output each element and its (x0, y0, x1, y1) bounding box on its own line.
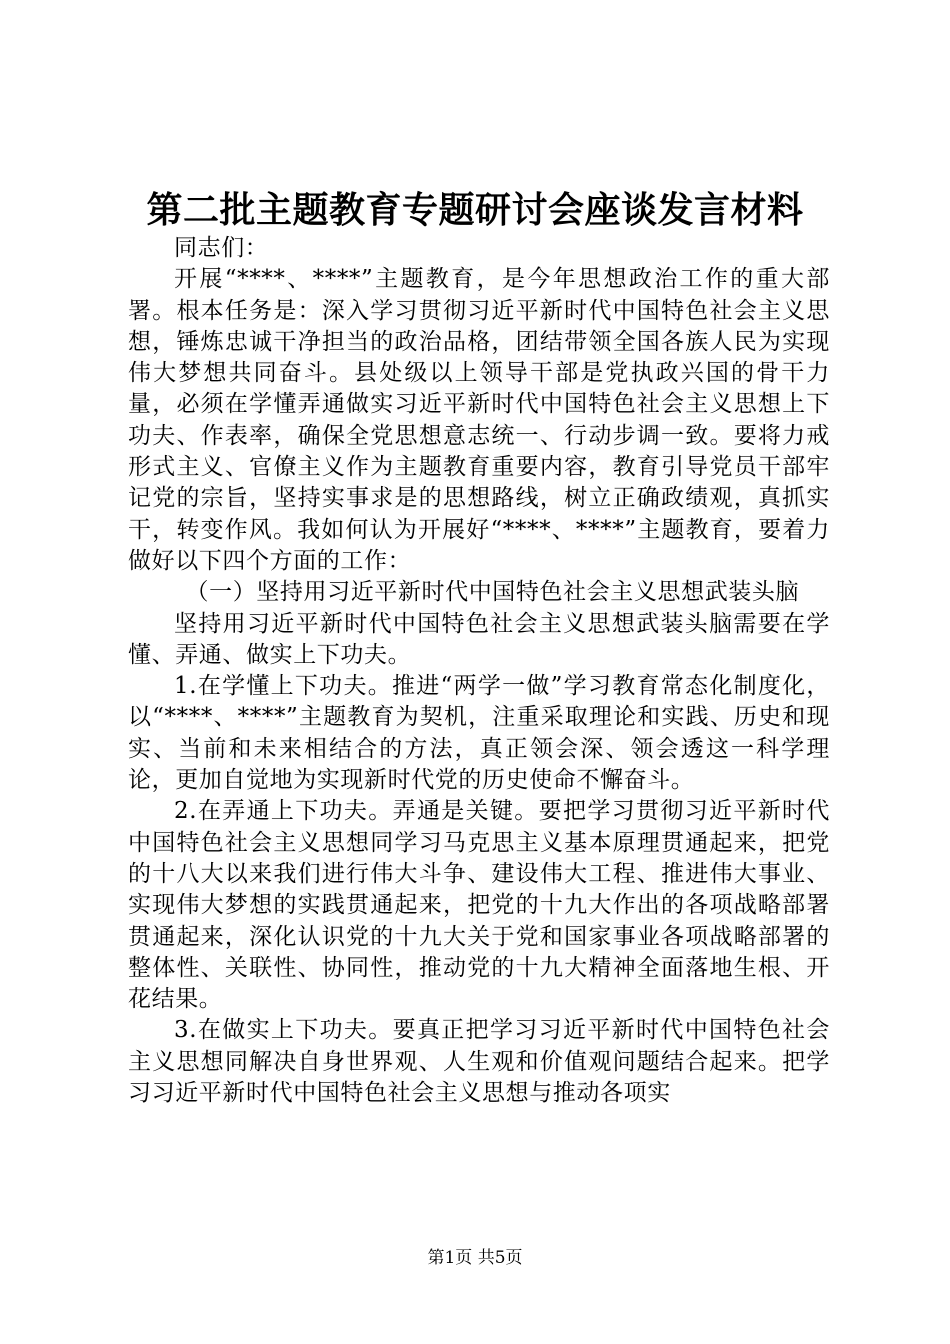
point-2-paragraph: 2.在弄通上下功夫。弄通是关键。要把学习贯彻习近平新时代中国特色社会主义思想同学习马克思主义基本原理贯通起来，把党的十八大以来我们进行伟大斗争、建设伟大工程、推进伟大事业、实现伟大梦想的实践贯通起来，把党的十九大作出的各项战略部署贯通起来，深化认识党的十九大关于党和国家事业各项战略部署的整体性、关联性、协同性，推动党的十九大精神全面落地生根、开花结果。 (128, 798, 830, 1013)
section-heading: （一）坚持用习近平新时代中国特色社会主义思想武装头脑 (185, 579, 800, 606)
salutation: 同志们： (174, 235, 269, 261)
point-1-paragraph: 1.在学懂上下功夫。推进“两学一做”学习教育常态化制度化，以“****、****”主题教育为契机，注重采取理论和实践、历史和现实、当前和未来相结合的方法，真正领会深、领会透这一科学理论，更加自觉地为实现新时代党的历史使命不懈奋斗。 (128, 673, 830, 794)
page-number-footer: 第1页 共5页 (427, 1248, 523, 1268)
document-body (128, 233, 830, 1109)
point-3-paragraph: 3.在做实上下功夫。要真正把学习习近平新时代中国特色社会主义思想同解决自身世界观、人生观和价值观问题结合起来。把学习习近平新时代中国特色社会主义思想与推动各项实 (128, 1017, 830, 1107)
document-title: 第二批主题教育专题研讨会座谈发言材料 (146, 189, 804, 231)
intro-paragraph: 开展“****、****”主题教育，是今年思想政治工作的重大部署。根本任务是：深入学习贯彻习近平新时代中国特色社会主义思想，锤炼忠诚干净担当的政治品格，团结带领全国各族人民为实现伟大梦想共同奋斗。县处级以上领导干部是党执政兴国的骨干力量，必须在学懂弄通做实习近平新时代中国特色社会主义思想上下功夫、作表率，确保全党思想意志统一、行动步调一致。要将力戒形式主义、官僚主义作为主题教育重要内容，教育引导党员干部牢记党的宗旨，坚持实事求是的思想路线，树立正确政绩观，真抓实干，转变作风。我如何认为开展好“****、****”主题教育，要着力做好以下四个方面的工作： (128, 266, 830, 574)
section-paragraph: 坚持用习近平新时代中国特色社会主义思想武装头脑需要在学懂、弄通、做实上下功夫。 (128, 610, 830, 668)
